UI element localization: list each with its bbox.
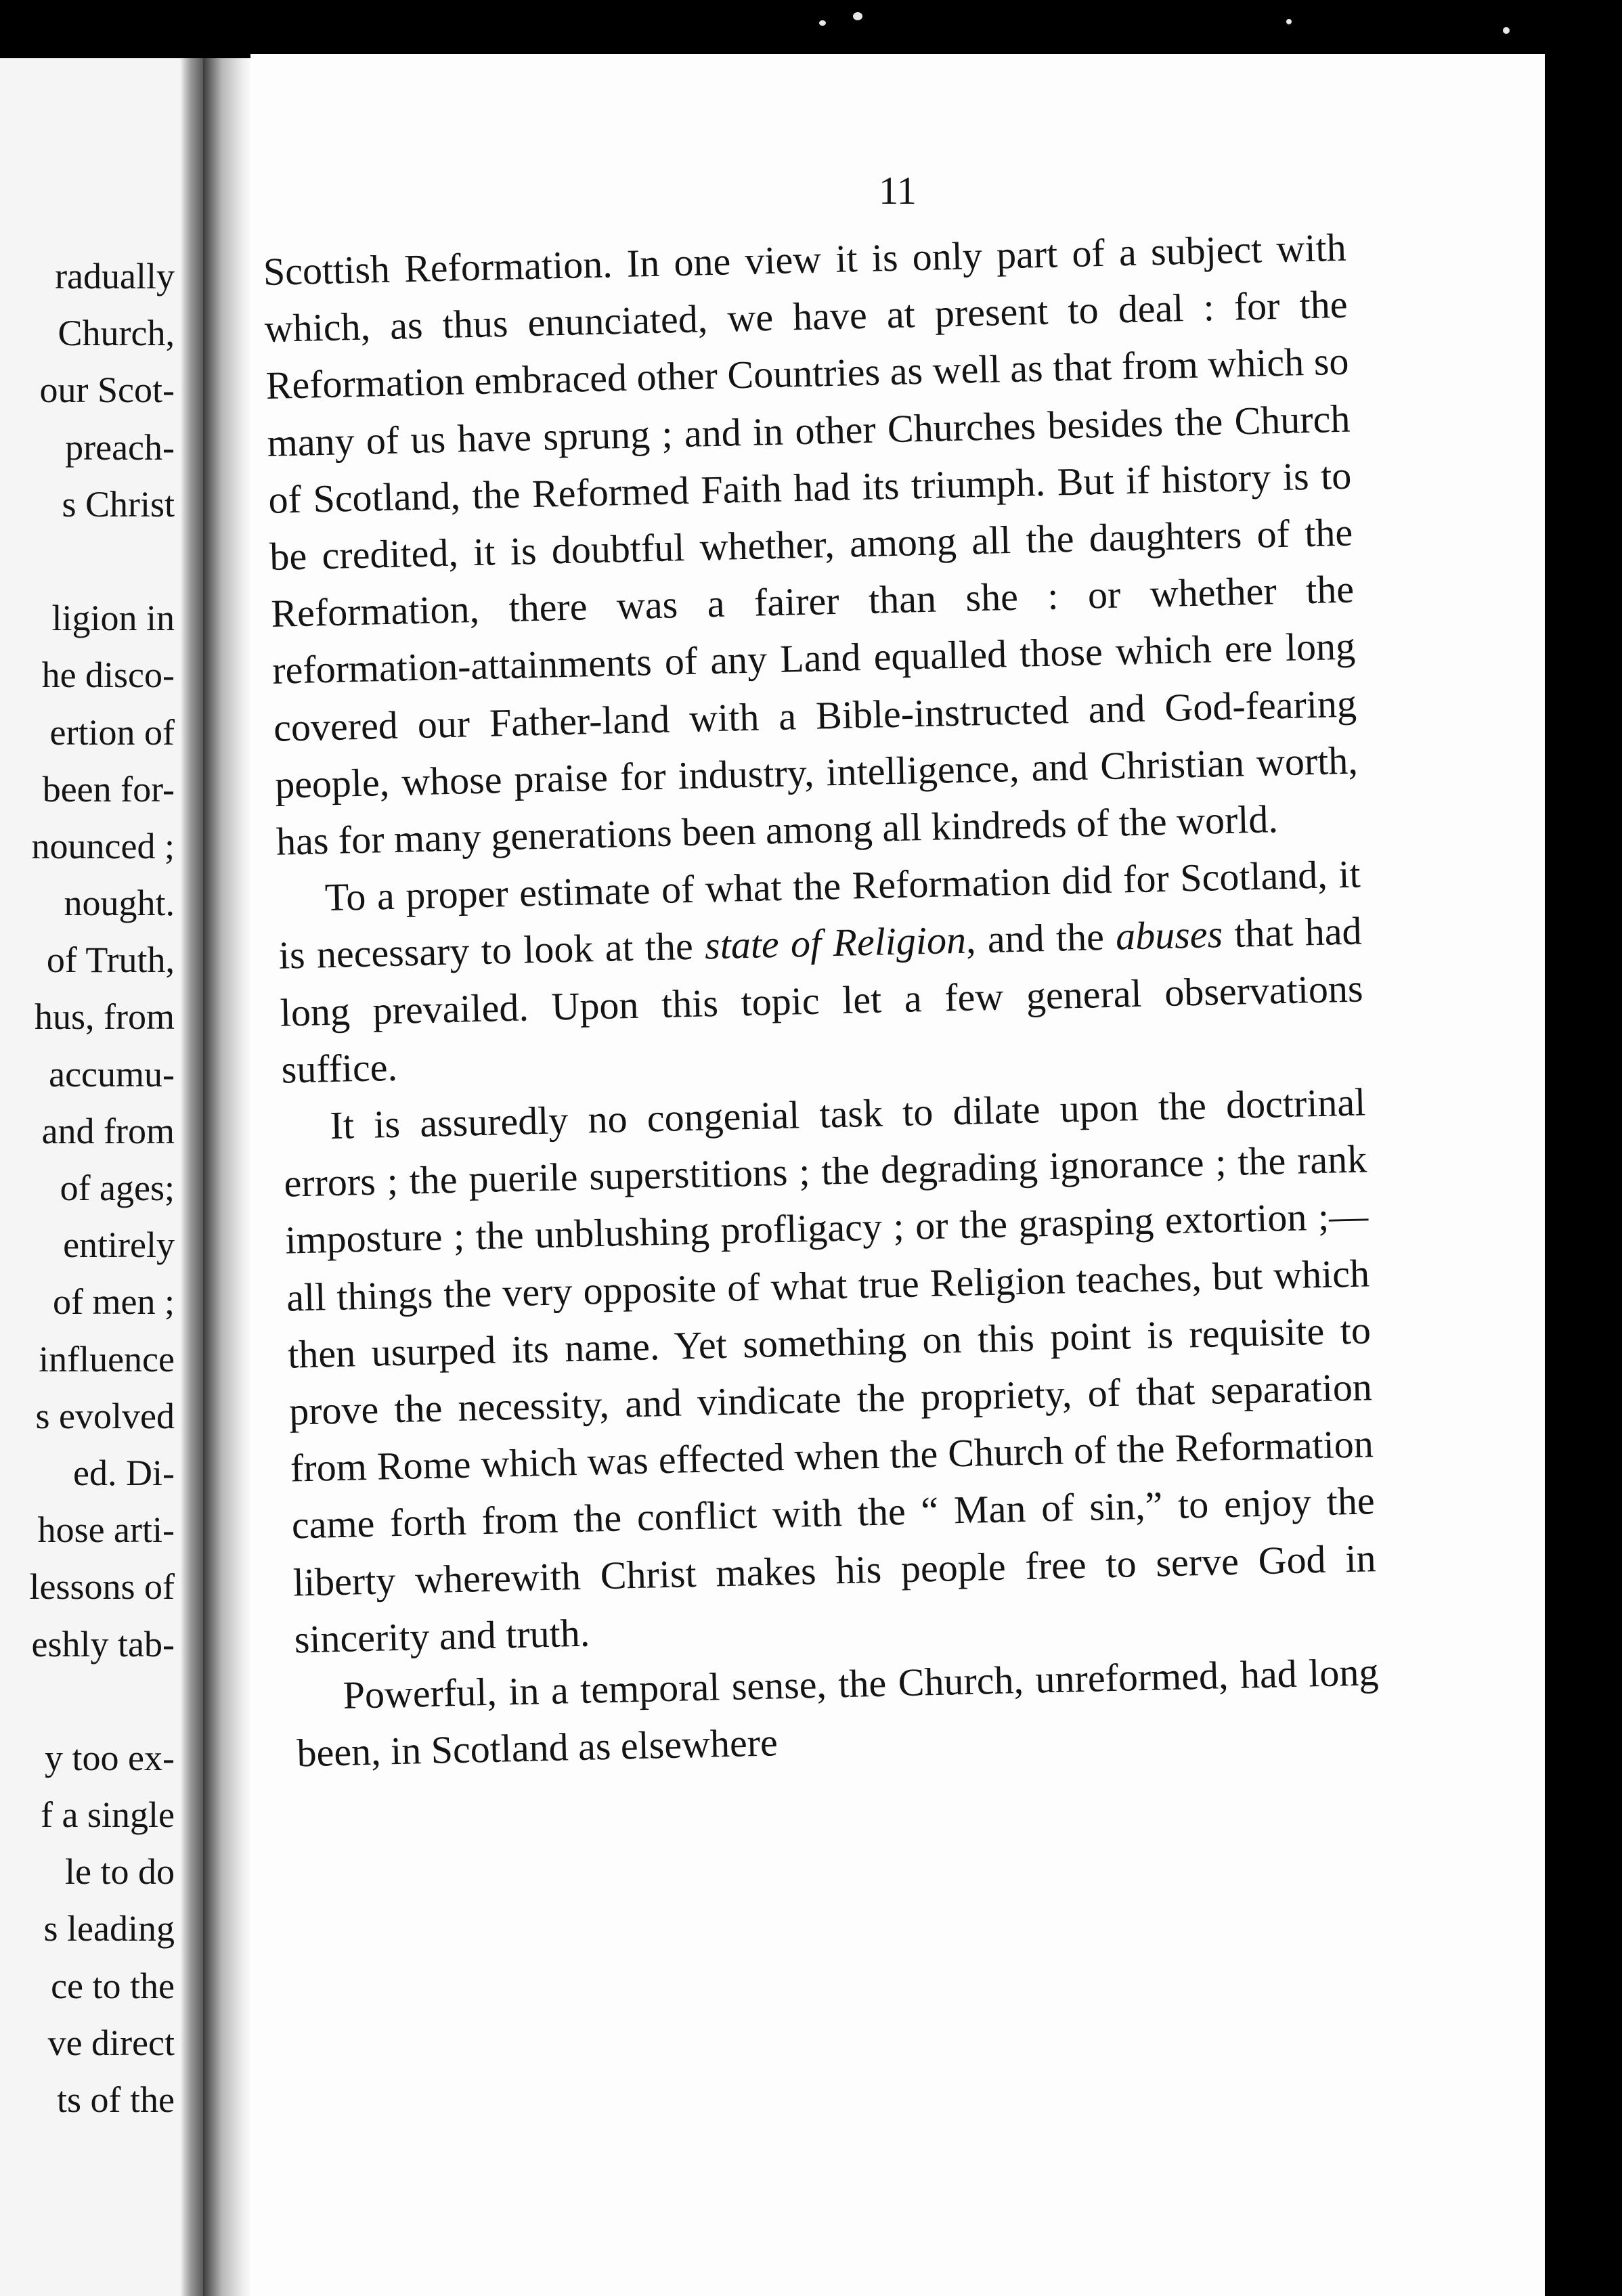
book-page — [250, 54, 1545, 2296]
facing-page-line: s evolved — [35, 1395, 175, 1436]
facing-page-line: eshly tab- — [31, 1623, 175, 1664]
facing-page-line: preach- — [65, 426, 175, 468]
page-number: 11 — [879, 169, 917, 213]
facing-page-line: lessons of — [29, 1566, 175, 1608]
facing-page-line: ce to the — [51, 1965, 175, 2006]
facing-page-line: s Christ — [62, 483, 175, 525]
facing-page-text — [30, 248, 175, 2128]
facing-page-line: nought. — [64, 883, 175, 924]
facing-page-edge — [180, 58, 203, 2296]
body-text — [263, 219, 1380, 1782]
paragraph-3: It is assuredly no congenial task to dilate upon the doctrinal errors ; the puerile superstitions ; the degrading ignorance ; the rank imposture ; the unblushing profligacy ; or the grasping extortion ;—all things the very opposite of what true Religion teaches, but which then usurped its name. Yet something on this point is requisite to prove the necessity, and vindicate the propriety, of that separation from Rome which was effected when the Church of the Reformation came forth from the conflict with the “ Man of sin,” to enjoy the liberty wherewith Christ makes his people free to serve God in sincerity and truth. — [283, 1080, 1377, 1662]
facing-page-line: entirely — [63, 1224, 175, 1266]
facing-page-line: ed. Di- — [73, 1452, 175, 1493]
facing-page-line: and from — [41, 1110, 175, 1151]
paragraph-2-text-c: that had long prevailed. Upon this topic let a few general observations suffice. — [280, 908, 1364, 1092]
facing-page-line — [30, 1673, 175, 1729]
facing-page-line: s leading — [43, 1908, 175, 1949]
facing-page-line: f a single — [41, 1794, 175, 1836]
facing-page-line: of ages; — [60, 1168, 175, 1208]
scan-border-top — [0, 0, 1622, 58]
facing-page-line: ligion in — [51, 598, 175, 639]
facing-page-line: accumu- — [49, 1053, 175, 1095]
facing-page-line: hose arti- — [37, 1509, 175, 1551]
facing-page-line: of Truth, — [46, 940, 175, 981]
paragraph-4: Powerful, in a temporal sense, the Church, unreformed, had long been, in Scotland as elsewhere — [296, 1650, 1380, 1775]
facing-page-line: influence — [39, 1338, 175, 1379]
facing-page-line: been for- — [42, 768, 175, 810]
facing-page-line: Church, — [58, 313, 175, 354]
facing-page-line — [30, 533, 175, 590]
emphasis-state-of-religion: state of Religion — [704, 918, 967, 968]
facing-page-line: y too ex- — [45, 1737, 175, 1778]
facing-page-line: nounced ; — [31, 825, 175, 866]
paragraph-2-text-a: To a proper estimate of what the Reformation did for Scotland, it is necessary to look at the — [278, 852, 1361, 978]
emphasis-abuses: abuses — [1115, 912, 1223, 959]
facing-page-line: of men ; — [53, 1281, 175, 1323]
paragraph-2 — [277, 846, 1365, 1099]
paragraph-1: Scottish Reformation. In one view it is only part of a subject with which, as thus enunciated, we have at present to deal : for the Reformation embraced other Countries as well as that from which so many of us have sprung ; and in other Churches besides the Church of Scotland, the Reformed Faith had its triumph. But if history is to be credited, it is doubtful whether, among all the daughters of the Reformation, there was a fairer than she : or whether the reformation-attainments of any Land equalled those which ere long covered our Father-land with a Bible-instructed and God-fearing people, whose praise for industry, intelligence, and Christian worth, has for many generations been among all kindreds of the world. — [263, 225, 1359, 864]
facing-page-line: our Scot- — [39, 370, 175, 411]
paragraph-2-text-b: , and the — [965, 914, 1116, 963]
facing-page-line: ve direct — [47, 2022, 175, 2063]
facing-page — [0, 58, 203, 2296]
facing-page-line: ertion of — [49, 711, 175, 753]
facing-page-line: radually — [55, 256, 175, 296]
facing-page-line: he disco- — [41, 655, 175, 696]
book-gutter — [203, 58, 250, 2296]
facing-page-line: ts of the — [57, 2079, 175, 2120]
facing-page-line: hus, from — [35, 996, 175, 1038]
facing-page-line: le to do — [65, 1851, 175, 1893]
